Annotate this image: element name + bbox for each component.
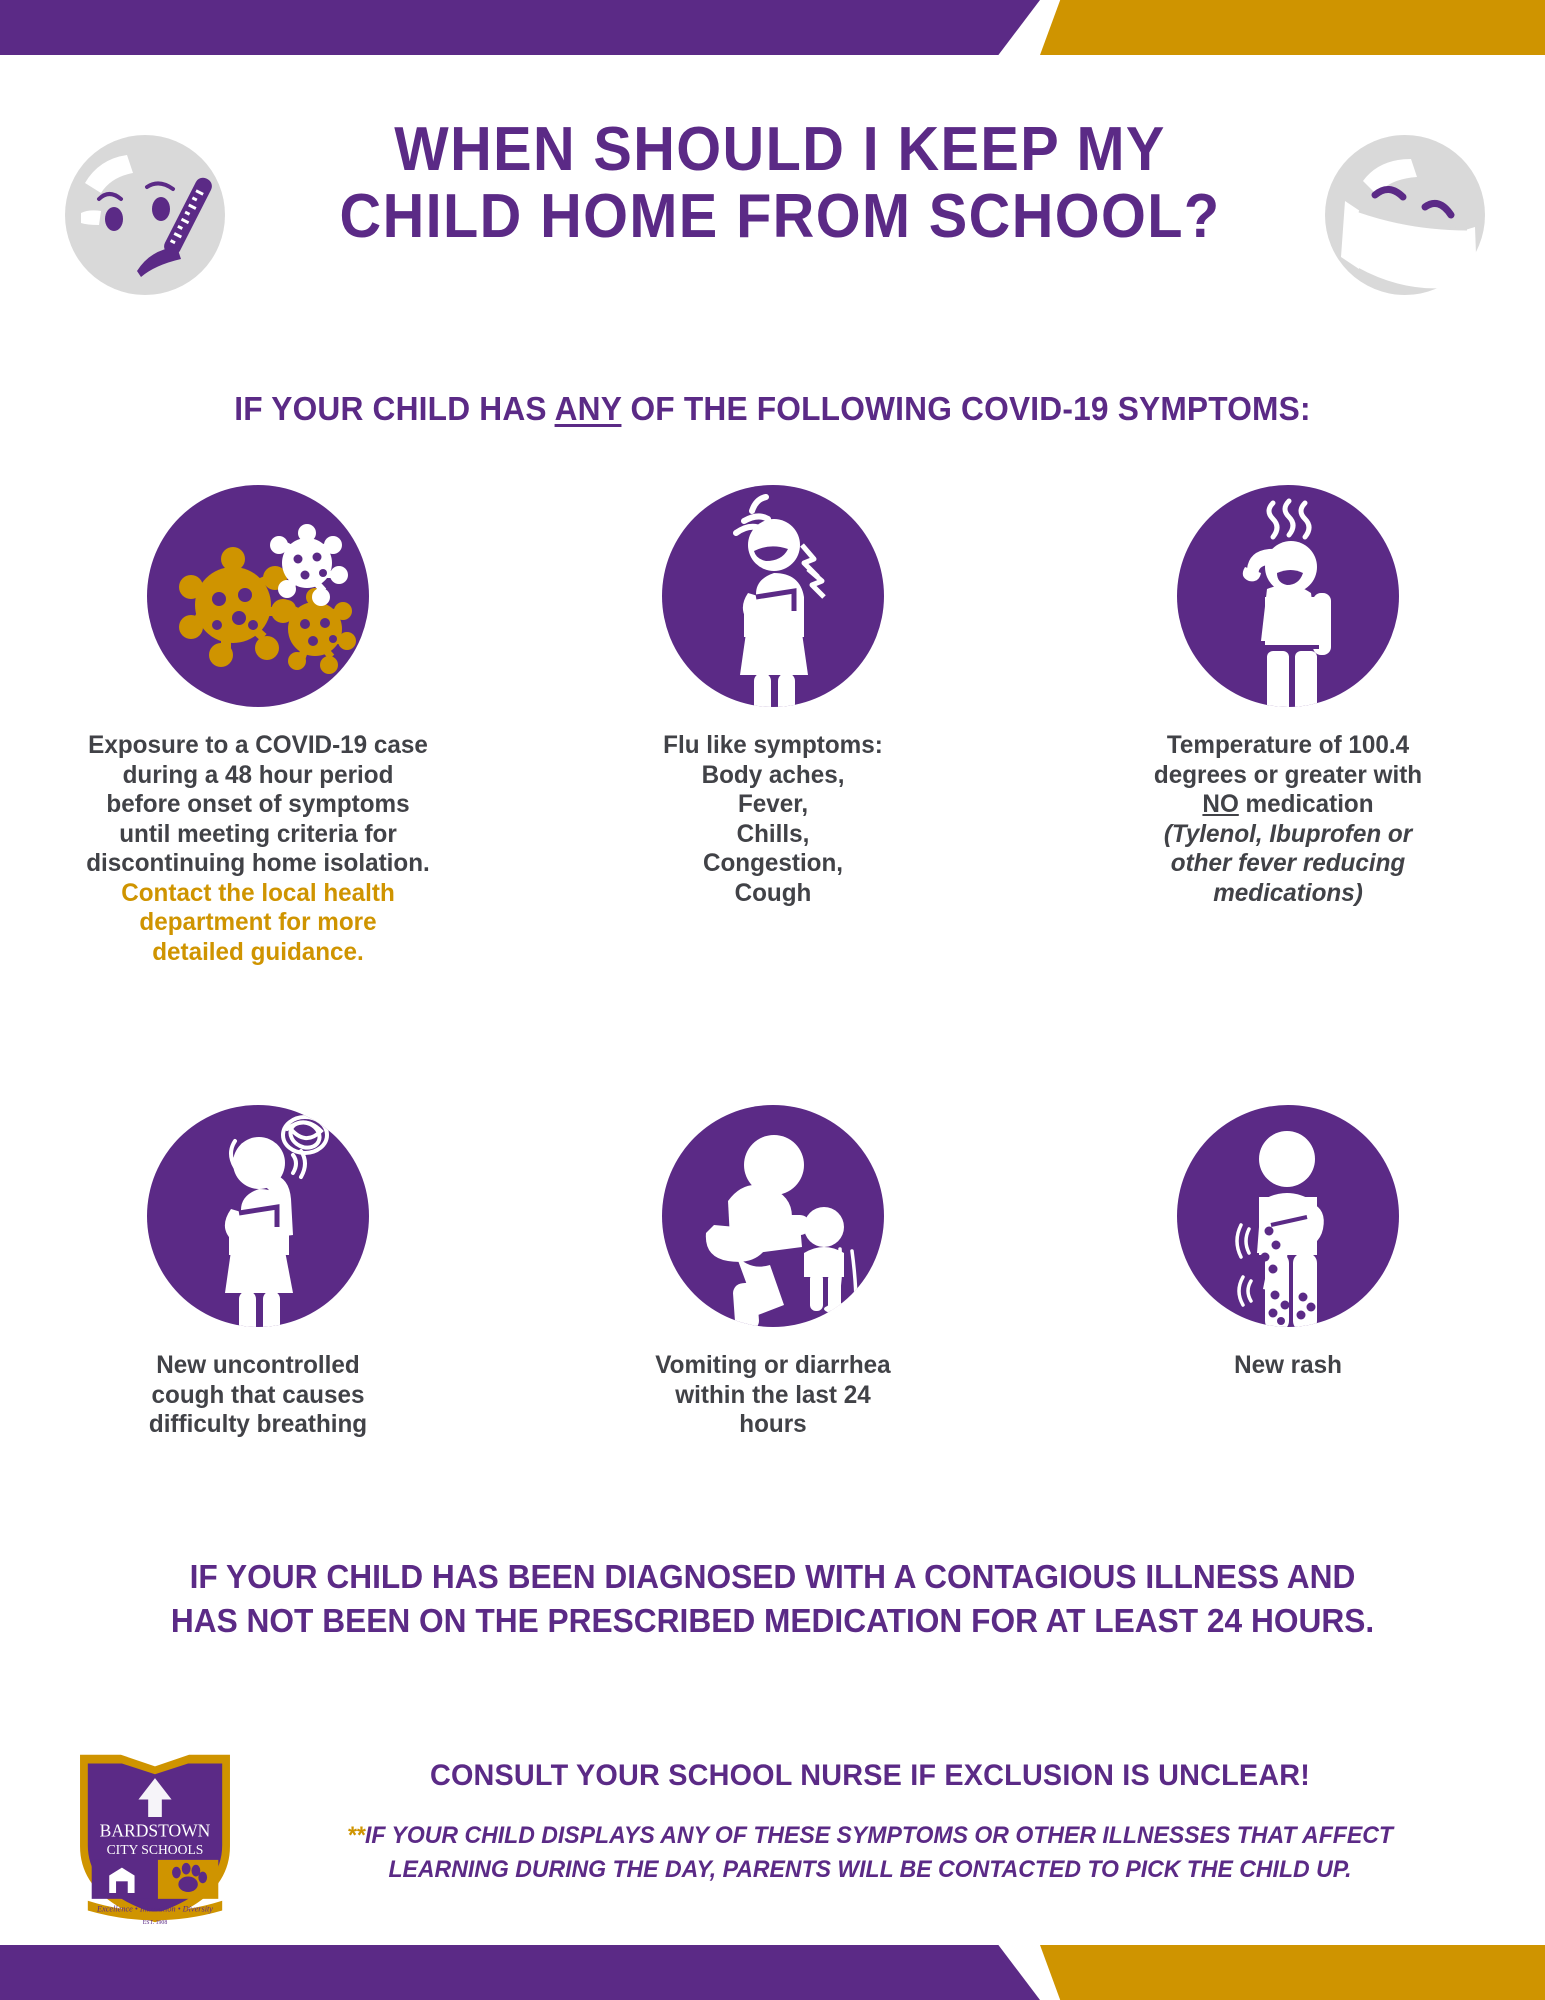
symptom-cell-exposure: [0, 485, 515, 967]
symptom-icon-circle: [1177, 485, 1399, 707]
caption-line: degrees or greater with: [1153, 760, 1422, 789]
contagious-illness-statement: [31, 1555, 1514, 1642]
sick-face-thermometer-icon: [55, 125, 235, 305]
symptom-icon-circle: [662, 485, 884, 707]
caption-line: Chills,: [736, 819, 809, 848]
symptom-caption: [1094, 731, 1482, 908]
top-bar-purple: [0, 0, 1040, 55]
bottom-bar-purple: [0, 1945, 1040, 2000]
fever-person-icon: [1177, 485, 1399, 707]
footer: [0, 1745, 1545, 1945]
symptom-icon-circle: [662, 1105, 884, 1327]
top-decorative-bar: [0, 0, 1545, 55]
caption-highlight-line: department for more: [138, 908, 377, 936]
symptom-row-1: [0, 485, 1545, 967]
nurse-consult-line: CONSULT YOUR SCHOOL NURSE IF EXCLUSION IS UNCLEAR!: [429, 1759, 1311, 1792]
caption-line: Flu like symptoms:: [662, 731, 883, 759]
vomiting-child-icon: [662, 1105, 884, 1327]
coughing-person-icon: [147, 1105, 369, 1327]
caption-line: Exposure to a COVID-19 case: [87, 731, 428, 759]
subheading-part1: IF YOUR CHILD HAS: [234, 390, 555, 427]
caption-italic-line: other fever reducing: [1170, 849, 1405, 877]
caption-line: within the last 24: [674, 1380, 871, 1409]
caption-italic-line: (Tylenol, Ibuprofen or: [1163, 819, 1412, 848]
caption-line: difficulty breathing: [148, 1410, 367, 1438]
disclaimer-stars: **: [347, 1822, 366, 1849]
caption-line: Congestion,: [702, 849, 843, 877]
symptom-caption: [64, 1351, 452, 1440]
footer-text: [255, 1759, 1485, 1887]
caption-line: New rash: [1233, 1351, 1342, 1379]
caption-highlight-line: Contact the local health: [120, 878, 395, 907]
disclaimer: [280, 1819, 1461, 1887]
bottom-bar-gold: [1040, 1945, 1545, 2000]
symptom-row-2: [0, 1105, 1545, 1440]
symptom-cell-rash: [1030, 1105, 1545, 1440]
symptom-caption: [579, 731, 967, 908]
caption-highlight: [64, 879, 452, 968]
caption-line: during a 48 hour period: [122, 760, 393, 789]
sneezing-person-icon: [662, 485, 884, 707]
statement-line-1: IF YOUR CHILD HAS BEEN DIAGNOSED WITH A CONTAGIOUS ILLNESS AND: [189, 1558, 1356, 1595]
caption-line: discontinuing home isolation.: [85, 849, 430, 877]
logo-name-line-2: CITY SCHOOLS: [106, 1842, 204, 1858]
subheading-emphasis: ANY: [554, 390, 622, 427]
statement-line-2: HAS NOT BEEN ON THE PRESCRIBED MEDICATION FOR AT LEAST 24 HOURS.: [170, 1601, 1375, 1639]
symptom-cell-flu: [515, 485, 1030, 967]
symptom-icon-circle: [147, 1105, 369, 1327]
symptom-caption: [579, 1351, 967, 1440]
subheading-part2: OF THE FOLLOWING COVID-19 SYMPTOMS:: [621, 390, 1311, 427]
caption-line: cough that causes: [151, 1380, 364, 1409]
caption-underline-word: NO: [1201, 790, 1239, 818]
caption-line: Body aches,: [701, 760, 844, 789]
title-line-2: CHILD HOME FROM SCHOOL?: [339, 181, 1221, 251]
virus-particles-icon: [147, 485, 369, 707]
caption-after-underline: medication: [1238, 790, 1374, 818]
caption-line: before onset of symptoms: [105, 790, 410, 818]
disclaimer-line-2: LEARNING DURING THE DAY, PARENTS WILL BE CONTACTED TO PICK THE CHILD UP.: [388, 1856, 1352, 1884]
logo-name-line-1: BARDSTOWN: [99, 1820, 211, 1841]
symptom-icon-circle: [1177, 1105, 1399, 1327]
symptom-cell-cough: [0, 1105, 515, 1440]
caption-italic-line: medications): [1212, 878, 1363, 907]
bottom-decorative-bar: [0, 1945, 1545, 2000]
disclaimer-line-1: IF YOUR CHILD DISPLAYS ANY OF THESE SYMPTOMS OR OTHER ILLNESSES THAT AFFECT: [365, 1822, 1393, 1849]
top-bar-gold: [1040, 0, 1545, 55]
symptom-icon-circle: [147, 485, 369, 707]
caption-line: hours: [738, 1410, 807, 1438]
caption-line: Temperature of 100.4: [1166, 731, 1409, 759]
caption-line: until meeting criteria for: [118, 819, 397, 848]
symptom-cell-temperature: [1030, 485, 1545, 967]
face-with-mask-icon: [1315, 125, 1495, 305]
rash-person-icon: [1177, 1105, 1399, 1327]
bardstown-city-schools-logo: [70, 1745, 240, 1930]
subheading: [31, 390, 1514, 428]
symptom-caption: [64, 731, 452, 967]
caption-highlight-line: detailed guidance.: [151, 937, 364, 966]
symptom-cell-vomiting: [515, 1105, 1030, 1440]
title-line-1: WHEN SHOULD I KEEP MY: [394, 115, 1166, 184]
symptom-grid: [0, 485, 1545, 1440]
caption-line: New uncontrolled: [155, 1351, 360, 1379]
logo-established: EST. 1908: [142, 1920, 168, 1927]
header: [0, 105, 1545, 305]
logo-motto: Excellence • Innovation • Diversity: [97, 1904, 213, 1914]
caption-line: Vomiting or diarrhea: [654, 1351, 891, 1379]
caption-line: Cough: [734, 878, 811, 907]
caption-line: Fever,: [737, 790, 808, 818]
symptom-caption: [1094, 1351, 1482, 1381]
page-title: [287, 117, 1273, 251]
